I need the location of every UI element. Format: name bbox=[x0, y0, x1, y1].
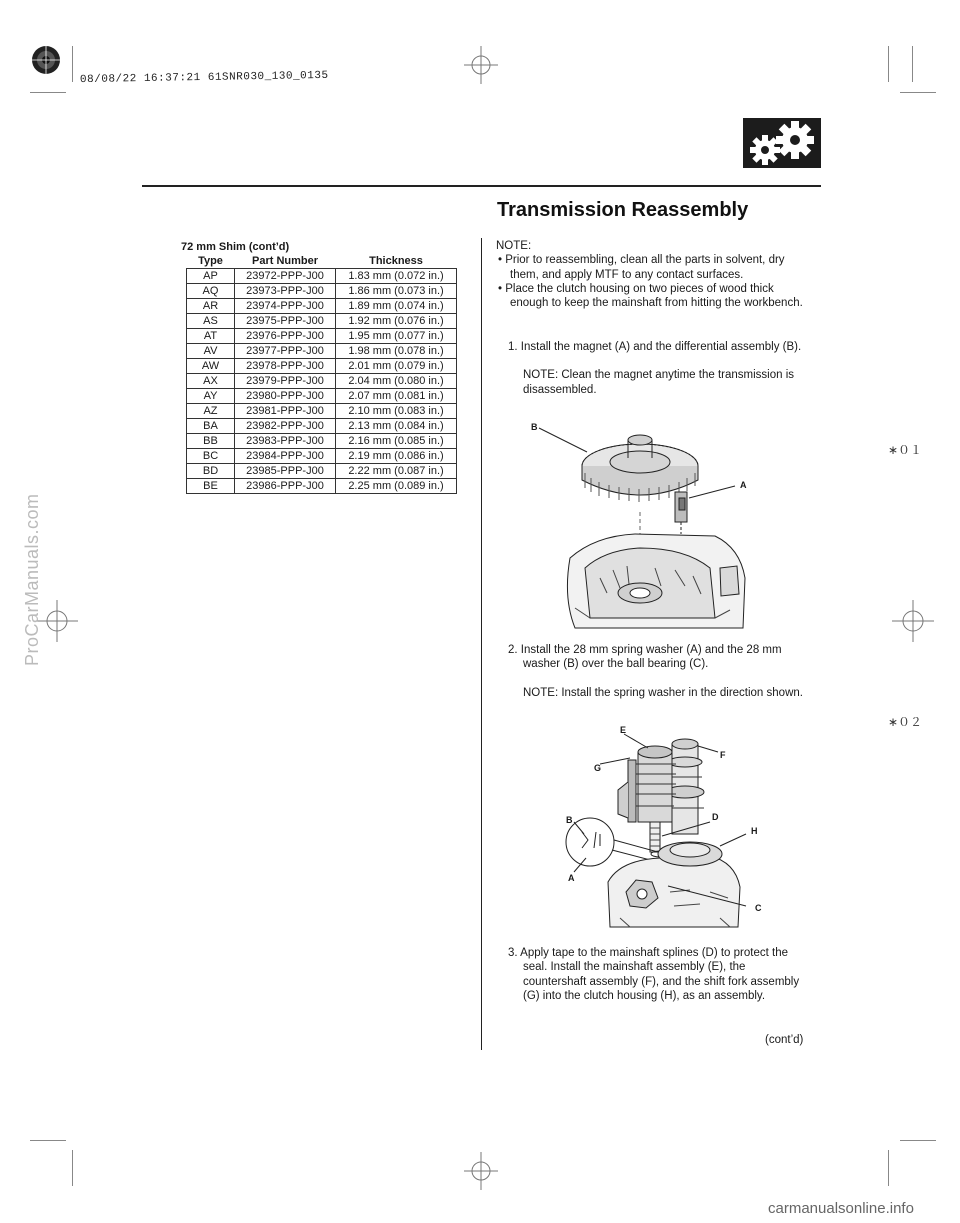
step-note: NOTE: Clean the magnet anytime the transmission is disassembled. bbox=[523, 369, 795, 396]
cell-thickness: 2.25 mm (0.089 in.) bbox=[336, 479, 457, 494]
cell-type: AX bbox=[187, 374, 235, 389]
header-rule bbox=[142, 185, 821, 187]
cell-thickness: 1.83 mm (0.072 in.) bbox=[336, 269, 457, 284]
step-text: 3. Apply tape to the mainshaft splines (D) to protect the seal. Install the mainshaft assembly (E), the countershaft assembly (F), and the shift fork assembly (G) into the clutch housing (H), as an assembly. bbox=[508, 947, 800, 1002]
cell-thickness: 1.86 mm (0.073 in.) bbox=[336, 284, 457, 299]
crop-mark bbox=[30, 92, 66, 93]
callout-label-d: D bbox=[712, 812, 719, 822]
column-header-type: Type bbox=[198, 255, 223, 267]
cell-thickness: 1.95 mm (0.077 in.) bbox=[336, 329, 457, 344]
table-row bbox=[187, 419, 457, 434]
cell-part-number: 23974-PPP-J00 bbox=[235, 299, 336, 314]
cell-type: AW bbox=[187, 359, 235, 374]
cell-part-number: 23979-PPP-J00 bbox=[235, 374, 336, 389]
cell-thickness: 2.07 mm (0.081 in.) bbox=[336, 389, 457, 404]
gears-icon bbox=[743, 118, 821, 168]
bullseye-mark-icon bbox=[30, 44, 62, 76]
cell-part-number: 23982-PPP-J00 bbox=[235, 419, 336, 434]
cell-type: BE bbox=[187, 479, 235, 494]
cell-thickness: 2.19 mm (0.086 in.) bbox=[336, 449, 457, 464]
cell-type: BA bbox=[187, 419, 235, 434]
side-watermark: ProCarManuals.com bbox=[22, 493, 42, 666]
crop-mark bbox=[30, 1140, 66, 1141]
step-note: NOTE: Install the spring washer in the direction shown. bbox=[523, 686, 803, 699]
table-row bbox=[187, 374, 457, 389]
cell-part-number: 23985-PPP-J00 bbox=[235, 464, 336, 479]
callout-label-c: C bbox=[755, 903, 762, 913]
continued-note: (cont’d) bbox=[765, 1034, 804, 1046]
section-title: Transmission Reassembly bbox=[497, 199, 749, 221]
cell-thickness: 1.89 mm (0.074 in.) bbox=[336, 299, 457, 314]
shim-table bbox=[186, 254, 457, 494]
note-bullet: • Prior to reassembling, clean all the parts in solvent, dry them, and apply MTF to any contact surfaces. bbox=[498, 254, 785, 281]
cell-thickness: 2.01 mm (0.079 in.) bbox=[336, 359, 457, 374]
cell-part-number: 23980-PPP-J00 bbox=[235, 389, 336, 404]
table-row bbox=[187, 464, 457, 479]
table-row bbox=[187, 329, 457, 344]
table-row bbox=[187, 299, 457, 314]
callout-label-g: G bbox=[594, 763, 602, 773]
table-row bbox=[187, 404, 457, 419]
step-1 bbox=[508, 340, 804, 397]
margin-marker-01: ∗０１ bbox=[888, 443, 923, 457]
note-label: NOTE: bbox=[496, 240, 532, 252]
cell-type: AV bbox=[187, 344, 235, 359]
margin-marker-02: ∗０２ bbox=[888, 715, 923, 729]
cell-thickness: 2.10 mm (0.083 in.) bbox=[336, 404, 457, 419]
step-text: 2. Install the 28 mm spring washer (A) and the 28 mm washer (B) over the ball bearing (C). bbox=[508, 644, 782, 671]
crop-mark bbox=[912, 46, 913, 82]
crop-mark bbox=[900, 1140, 936, 1141]
print-stamp: 08/08/22 16:37:21 61SNR030_130_0135 bbox=[79, 69, 329, 87]
callout-label-b2: B bbox=[566, 815, 573, 825]
column-divider bbox=[481, 238, 482, 1050]
column-header-thickness: Thickness bbox=[369, 255, 423, 267]
callout-label-h: H bbox=[751, 826, 758, 836]
crop-mark bbox=[888, 1150, 889, 1186]
cell-part-number: 23973-PPP-J00 bbox=[235, 284, 336, 299]
cell-part-number: 23976-PPP-J00 bbox=[235, 329, 336, 344]
table-row bbox=[187, 449, 457, 464]
callout-label-b: B bbox=[531, 422, 538, 432]
footer-watermark: carmanualsonline.info bbox=[768, 1200, 914, 1217]
cell-thickness: 2.22 mm (0.087 in.) bbox=[336, 464, 457, 479]
column-header-part-number: Part Number bbox=[251, 255, 319, 267]
cell-type: AT bbox=[187, 329, 235, 344]
crop-mark bbox=[900, 92, 936, 93]
cell-part-number: 23986-PPP-J00 bbox=[235, 479, 336, 494]
cell-part-number: 23977-PPP-J00 bbox=[235, 344, 336, 359]
cell-thickness: 2.04 mm (0.080 in.) bbox=[336, 374, 457, 389]
registration-target-top bbox=[462, 44, 500, 86]
crop-mark bbox=[888, 46, 889, 82]
cell-type: AQ bbox=[187, 284, 235, 299]
callout-label-e: E bbox=[620, 725, 627, 735]
cell-part-number: 23975-PPP-J00 bbox=[235, 314, 336, 329]
table-row bbox=[187, 344, 457, 359]
cell-thickness: 1.92 mm (0.076 in.) bbox=[336, 314, 457, 329]
step-2 bbox=[508, 643, 808, 700]
crop-mark bbox=[72, 46, 73, 82]
cell-thickness: 1.98 mm (0.078 in.) bbox=[336, 344, 457, 359]
figure-shaft-assembly bbox=[560, 722, 760, 930]
callout-label-a: A bbox=[740, 480, 747, 490]
table-row bbox=[187, 434, 457, 449]
cell-part-number: 23981-PPP-J00 bbox=[235, 404, 336, 419]
cell-type: BD bbox=[187, 464, 235, 479]
cell-type: BB bbox=[187, 434, 235, 449]
cell-part-number: 23972-PPP-J00 bbox=[235, 269, 336, 284]
note-bullet: • Place the clutch housing on two pieces of wood thick enough to keep the mainshaft from hitting the workbench. bbox=[498, 282, 803, 310]
cell-type: BC bbox=[187, 449, 235, 464]
cell-type: AS bbox=[187, 314, 235, 329]
cell-part-number: 23983-PPP-J00 bbox=[235, 434, 336, 449]
cell-part-number: 23978-PPP-J00 bbox=[235, 359, 336, 374]
registration-target-right bbox=[890, 598, 936, 644]
crop-mark bbox=[72, 1150, 73, 1186]
step-3 bbox=[508, 946, 810, 1003]
table-row bbox=[187, 479, 457, 494]
cell-type: AY bbox=[187, 389, 235, 404]
table-row bbox=[187, 359, 457, 374]
table-header-row bbox=[187, 254, 457, 269]
cell-type: AZ bbox=[187, 404, 235, 419]
callout-label-a2: A bbox=[568, 873, 575, 883]
figure-differential-magnet bbox=[515, 418, 755, 636]
cell-type: AR bbox=[187, 299, 235, 314]
cell-thickness: 2.16 mm (0.085 in.) bbox=[336, 434, 457, 449]
table-caption: 72 mm Shim (cont’d) bbox=[181, 241, 290, 253]
table-row bbox=[187, 389, 457, 404]
table-row bbox=[187, 284, 457, 299]
note-block bbox=[496, 239, 811, 310]
cell-type: AP bbox=[187, 269, 235, 284]
table-row bbox=[187, 269, 457, 284]
callout-label-f: F bbox=[720, 750, 726, 760]
cell-thickness: 2.13 mm (0.084 in.) bbox=[336, 419, 457, 434]
step-text: 1. Install the magnet (A) and the differential assembly (B). bbox=[508, 341, 802, 353]
cell-part-number: 23984-PPP-J00 bbox=[235, 449, 336, 464]
table-row bbox=[187, 314, 457, 329]
registration-target-bottom bbox=[462, 1150, 500, 1192]
